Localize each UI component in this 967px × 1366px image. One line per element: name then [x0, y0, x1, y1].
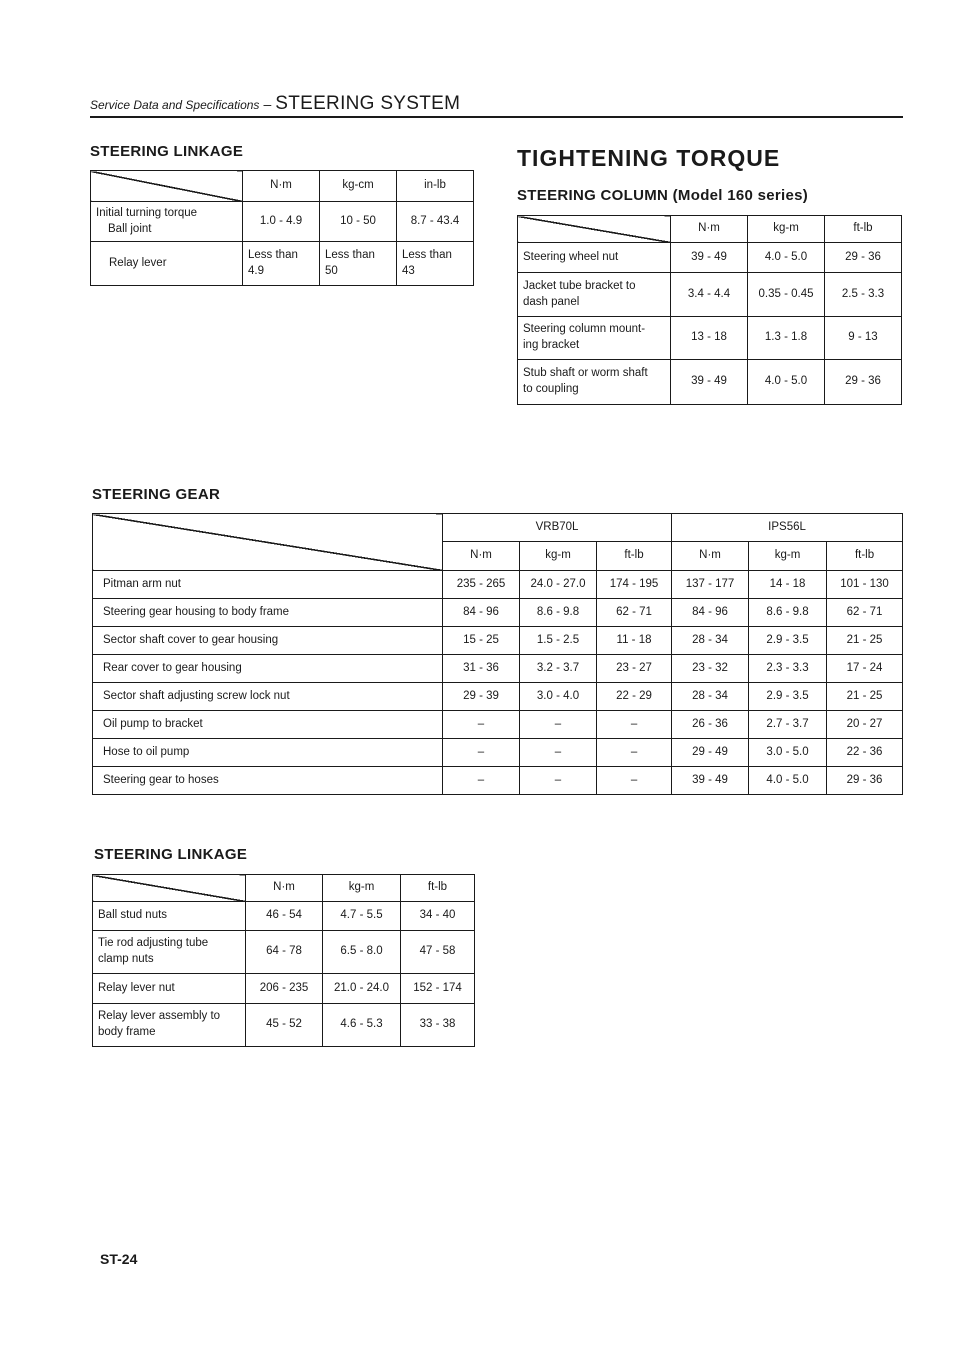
- row-label: [518, 317, 671, 360]
- row-label: Oil pump to bracket: [93, 711, 443, 739]
- table-row: [93, 767, 903, 795]
- value-cell: 22 - 29: [597, 683, 672, 711]
- header-dash: –: [263, 96, 272, 112]
- column-header: kg-m: [323, 875, 401, 902]
- value-cell: 1.5 - 2.5: [520, 627, 597, 655]
- value-cell: 84 - 96: [672, 599, 749, 627]
- value-cell: 13 - 18: [671, 317, 748, 360]
- value-cell: 39 - 49: [671, 243, 748, 273]
- row-label: Rear cover to gear housing: [93, 655, 443, 683]
- value-cell: –: [443, 739, 520, 767]
- steering-gear-title: STEERING GEAR: [92, 486, 221, 503]
- row-label-line: Stub shaft or worm shaft: [523, 367, 648, 380]
- value-cell: 206 - 235: [246, 974, 323, 1004]
- row-label: [93, 1004, 246, 1047]
- table-header-row: [93, 875, 475, 902]
- value-cell: 2.9 - 3.5: [749, 683, 827, 711]
- value-cell: 39 - 49: [672, 767, 749, 795]
- header-system: STEERING SYSTEM: [275, 93, 461, 114]
- value-cell: 20 - 27: [827, 711, 903, 739]
- value-cell: 3.0 - 4.0: [520, 683, 597, 711]
- page-number: ST-24: [100, 1251, 138, 1267]
- value-cell: 4.0 - 5.0: [749, 767, 827, 795]
- table-row: [91, 242, 474, 286]
- value-cell: 1.3 - 1.8: [748, 317, 825, 360]
- value-cell: 29 - 36: [827, 767, 903, 795]
- group-header-ips56l: IPS56L: [672, 514, 903, 542]
- value-cell: 152 - 174: [401, 974, 475, 1004]
- row-label: [93, 931, 246, 974]
- value-cell: 24.0 - 27.0: [520, 571, 597, 599]
- row-label-line: Steering wheel nut: [523, 250, 619, 263]
- row-label: [518, 360, 671, 405]
- value-cell: 62 - 71: [597, 599, 672, 627]
- value-cell: 62 - 71: [827, 599, 903, 627]
- value-cell: 39 - 49: [671, 360, 748, 405]
- value-cell: 15 - 25: [443, 627, 520, 655]
- value-cell: 174 - 195: [597, 571, 672, 599]
- column-header: N·m: [443, 542, 520, 571]
- column-header: N·m: [671, 216, 748, 243]
- table-row: [93, 711, 903, 739]
- table-row: [518, 273, 902, 317]
- value-cell: 33 - 38: [401, 1004, 475, 1047]
- value-line: Less than: [325, 248, 375, 261]
- steering-gear-body: [93, 571, 903, 795]
- value-cell: 47 - 58: [401, 931, 475, 974]
- value-cell: 3.0 - 5.0: [749, 739, 827, 767]
- header-rule: [90, 116, 903, 118]
- value-cell: 29 - 36: [825, 243, 902, 273]
- value-line: Less than: [248, 248, 298, 261]
- linkage-bottom-title: STEERING LINKAGE: [94, 846, 248, 863]
- value-cell: 84 - 96: [443, 599, 520, 627]
- value-cell: 1.0 - 4.9: [243, 202, 320, 242]
- table-row: [93, 931, 475, 974]
- value-cell: [397, 242, 474, 286]
- table-row: [93, 902, 475, 931]
- row-label-line: Relay lever assembly to: [98, 1010, 221, 1023]
- column-header: kg-m: [748, 216, 825, 243]
- table-header-row: [518, 216, 902, 243]
- row-label-line: ing bracket: [523, 339, 580, 351]
- value-cell: –: [443, 767, 520, 795]
- row-label: Sector shaft cover to gear housing: [93, 627, 443, 655]
- row-label: Hose to oil pump: [93, 739, 443, 767]
- value-cell: 64 - 78: [246, 931, 323, 974]
- value-cell: 23 - 32: [672, 655, 749, 683]
- column-header: ft-lb: [401, 875, 475, 902]
- row-label-line: Ball stud nuts: [98, 909, 168, 922]
- column-header: kg-m: [749, 542, 827, 571]
- table-header-row: [91, 171, 474, 202]
- value-cell: 29 - 49: [672, 739, 749, 767]
- steering-gear-table: [92, 513, 903, 795]
- value-cell: 8.6 - 9.8: [520, 599, 597, 627]
- linkage-top-table: [90, 170, 474, 286]
- value-cell: 29 - 36: [825, 360, 902, 405]
- row-label: Steering gear to hoses: [93, 767, 443, 795]
- value-cell: 2.9 - 3.5: [749, 627, 827, 655]
- column-header: kg-m: [520, 542, 597, 571]
- column-header: kg-cm: [320, 171, 397, 202]
- value-cell: –: [597, 767, 672, 795]
- group-header-vrb70l: VRB70L: [443, 514, 672, 542]
- column-header: ft-lb: [597, 542, 672, 571]
- value-cell: 34 - 40: [401, 902, 475, 931]
- table-row: [93, 655, 903, 683]
- value-cell: 101 - 130: [827, 571, 903, 599]
- value-cell: 31 - 36: [443, 655, 520, 683]
- value-cell: 4.7 - 5.5: [323, 902, 401, 931]
- value-line: 43: [402, 264, 415, 277]
- value-cell: 2.7 - 3.7: [749, 711, 827, 739]
- table-row: [93, 683, 903, 711]
- table-row: [93, 571, 903, 599]
- value-cell: –: [443, 711, 520, 739]
- table-row: [93, 974, 475, 1004]
- value-cell: 21 - 25: [827, 627, 903, 655]
- row-label-line: Initial turning torque: [96, 206, 198, 219]
- row-label: Steering gear housing to body frame: [93, 599, 443, 627]
- row-label: Sector shaft adjusting screw lock nut: [93, 683, 443, 711]
- row-label: [91, 202, 243, 242]
- value-cell: 4.0 - 5.0: [748, 243, 825, 273]
- row-label-line: body frame: [98, 1026, 156, 1038]
- tightening-torque-title: TIGHTENING TORQUE: [517, 145, 781, 171]
- column-header: N·m: [246, 875, 323, 902]
- column-header: N·m: [243, 171, 320, 202]
- row-label-line: to coupling: [523, 383, 579, 395]
- row-label-line: Steering column mount-: [523, 323, 646, 336]
- value-cell: 8.7 - 43.4: [397, 202, 474, 242]
- value-cell: 6.5 - 8.0: [323, 931, 401, 974]
- value-cell: –: [597, 711, 672, 739]
- value-line: 50: [325, 264, 338, 277]
- table-row: [518, 317, 902, 360]
- value-cell: 23 - 27: [597, 655, 672, 683]
- value-cell: 14 - 18: [749, 571, 827, 599]
- value-cell: 21.0 - 24.0: [323, 974, 401, 1004]
- column-header: ft-lb: [827, 542, 903, 571]
- row-label-line: dash panel: [523, 295, 580, 308]
- table-row: [518, 360, 902, 405]
- value-cell: 235 - 265: [443, 571, 520, 599]
- steering-column-title: STEERING COLUMN (Model 160 series): [517, 187, 809, 204]
- diagonal-corner: [91, 171, 243, 202]
- value-line: Less than: [402, 248, 452, 261]
- diagonal-corner: [518, 216, 671, 243]
- linkage-top-title: STEERING LINKAGE: [90, 143, 244, 160]
- value-line: 4.9: [248, 264, 264, 277]
- value-cell: 29 - 39: [443, 683, 520, 711]
- row-label: [518, 273, 671, 317]
- row-label: [518, 243, 671, 273]
- column-header: ft-lb: [825, 216, 902, 243]
- table-row: [518, 243, 902, 273]
- value-cell: 22 - 36: [827, 739, 903, 767]
- value-cell: 4.0 - 5.0: [748, 360, 825, 405]
- value-cell: 21 - 25: [827, 683, 903, 711]
- column-header: N·m: [672, 542, 749, 571]
- value-cell: 137 - 177: [672, 571, 749, 599]
- value-cell: –: [520, 767, 597, 795]
- value-cell: 10 - 50: [320, 202, 397, 242]
- value-cell: 46 - 54: [246, 902, 323, 931]
- value-cell: 8.6 - 9.8: [749, 599, 827, 627]
- value-cell: 2.3 - 3.3: [749, 655, 827, 683]
- row-label-line: clamp nuts: [98, 953, 154, 965]
- value-cell: 4.6 - 5.3: [323, 1004, 401, 1047]
- value-cell: 28 - 34: [672, 627, 749, 655]
- column-header: in-lb: [397, 171, 474, 202]
- linkage-bottom-table: [92, 874, 475, 1047]
- table-row: [93, 739, 903, 767]
- value-cell: 3.4 - 4.4: [671, 273, 748, 317]
- value-cell: 9 - 13: [825, 317, 902, 360]
- row-label: [93, 974, 246, 1004]
- table-row: [91, 202, 474, 242]
- row-label-line: Tie rod adjusting tube: [98, 937, 209, 950]
- row-label: Relay lever: [91, 242, 243, 286]
- header-prefix: Service Data and Specifications: [90, 98, 260, 112]
- diagonal-corner: [93, 514, 443, 571]
- diagonal-corner: [93, 875, 246, 902]
- table-row: [93, 1004, 475, 1047]
- value-cell: 17 - 24: [827, 655, 903, 683]
- value-cell: [320, 242, 397, 286]
- value-cell: 2.5 - 3.3: [825, 273, 902, 317]
- value-cell: 0.35 - 0.45: [748, 273, 825, 317]
- value-cell: 45 - 52: [246, 1004, 323, 1047]
- table-row: [93, 599, 903, 627]
- value-cell: [243, 242, 320, 286]
- row-label: [93, 902, 246, 931]
- row-label: Pitman arm nut: [93, 571, 443, 599]
- value-cell: –: [597, 739, 672, 767]
- row-label-line: Jacket tube bracket to: [523, 279, 636, 292]
- value-cell: 28 - 34: [672, 683, 749, 711]
- page-header: [90, 93, 460, 115]
- row-label-line: Ball joint: [108, 222, 152, 235]
- table-header-row: [93, 514, 903, 542]
- row-label-line: Relay lever nut: [98, 981, 175, 994]
- value-cell: 11 - 18: [597, 627, 672, 655]
- value-cell: –: [520, 711, 597, 739]
- table-row: [93, 627, 903, 655]
- value-cell: –: [520, 739, 597, 767]
- value-cell: 26 - 36: [672, 711, 749, 739]
- steering-column-table: [517, 215, 902, 405]
- value-cell: 3.2 - 3.7: [520, 655, 597, 683]
